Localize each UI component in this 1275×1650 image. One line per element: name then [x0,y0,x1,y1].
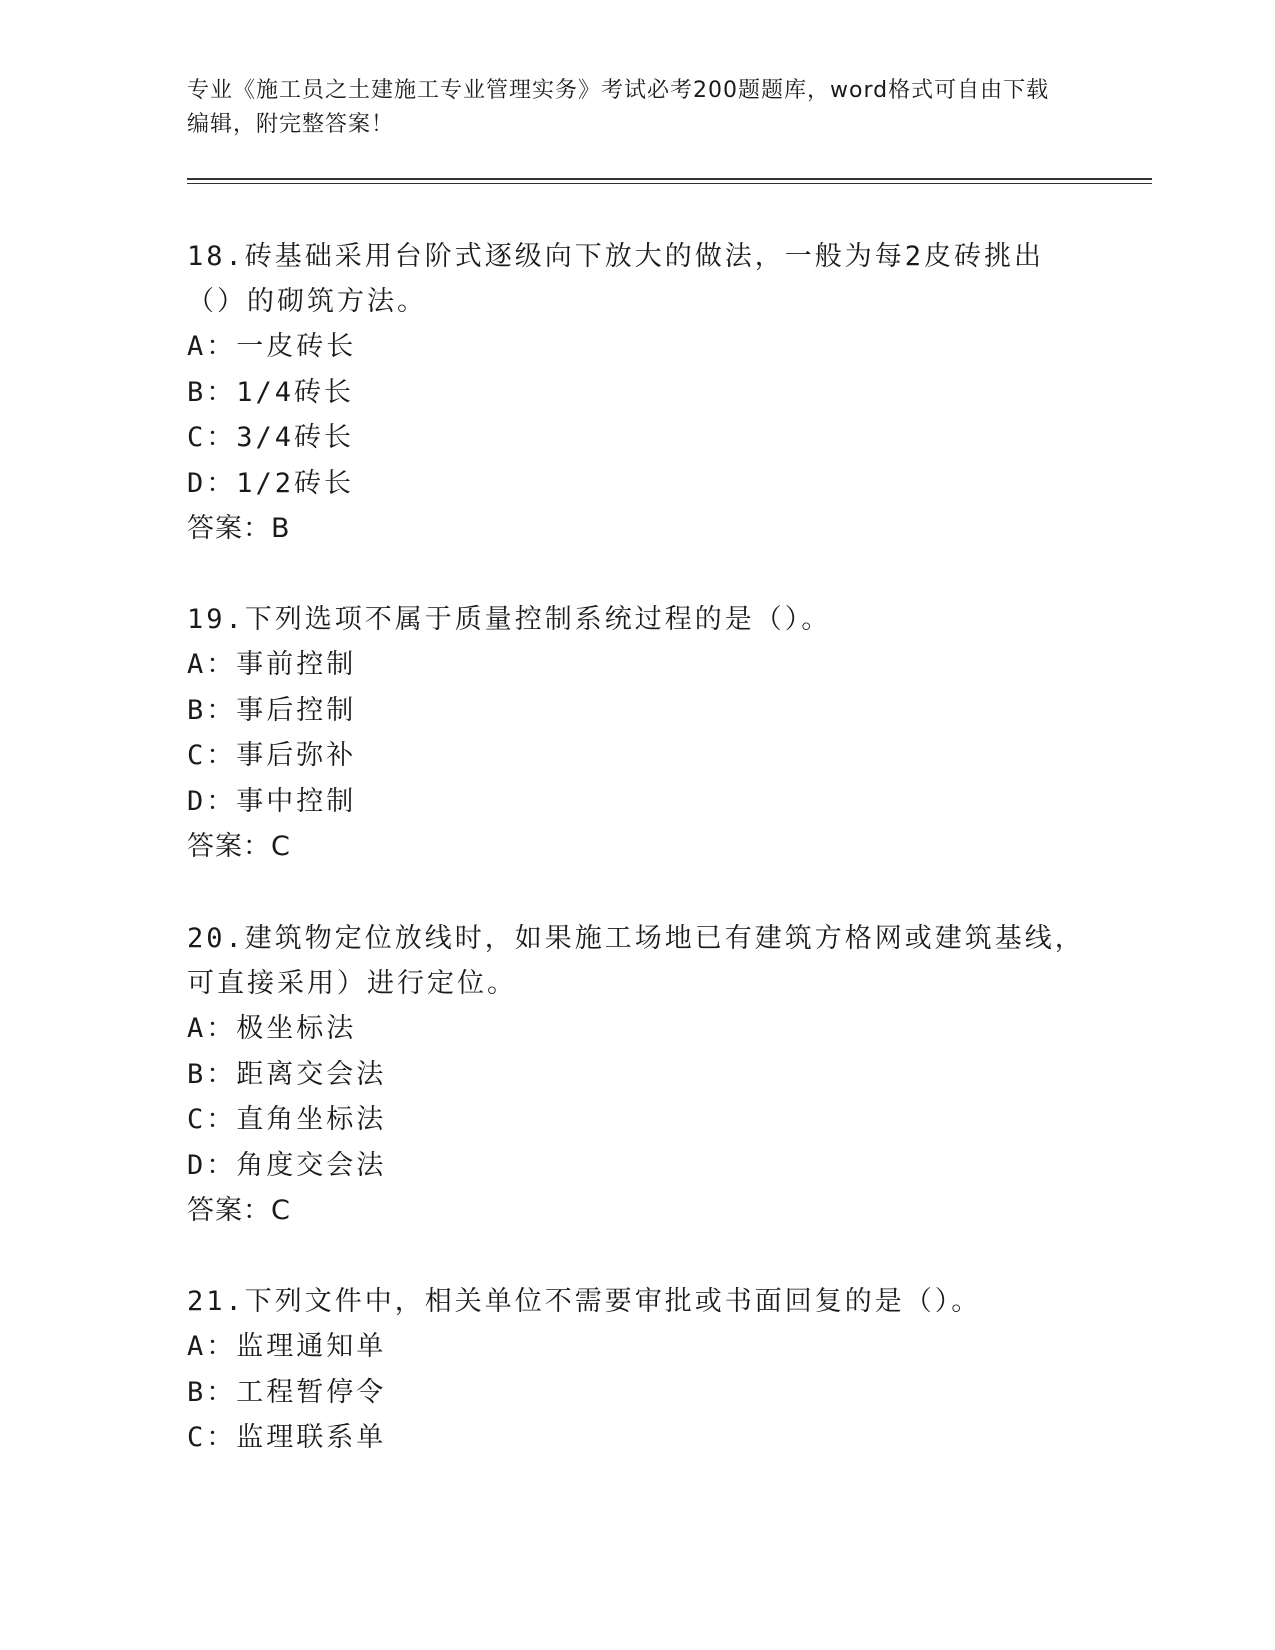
question-stem: 19.下列选项不属于质量控制系统过程的是（）。 [187,604,832,635]
option-d: D：1/2砖长 [187,467,355,499]
option-a: A：极坐标法 [187,1013,357,1044]
question-18 [187,234,1087,551]
option-c: C：3/4砖长 [187,422,355,453]
option-a: A：事前控制 [187,649,357,680]
option-c: C：直角坐标法 [187,1104,387,1135]
header-divider-thick [187,178,1152,180]
option-a: A：一皮砖长 [187,331,357,362]
document-header: 专业《施工员之土建施工专业管理实务》考试必考200题题库，word格式可自由下载编辑，附完整答案！ [187,78,1050,137]
option-a: A：监理通知单 [187,1331,387,1362]
question-21 [187,1279,1087,1461]
question-20 [187,916,1087,1233]
answer: 答案：B [187,513,291,544]
option-b: B：工程暂停令 [187,1376,387,1408]
question-stem: 21.下列文件中，相关单位不需要审批或书面回复的是（）。 [187,1286,982,1317]
question-19 [187,597,1087,869]
option-b: B：距离交会法 [187,1058,387,1090]
option-b: B：1/4砖长 [187,376,355,408]
answer: 答案：C [187,831,291,862]
option-b: B：事后控制 [187,694,357,726]
option-c: C：监理联系单 [187,1422,387,1453]
header-divider-thin [187,183,1152,184]
option-c: C：事后弥补 [187,740,357,771]
option-d: D：角度交会法 [187,1149,387,1181]
option-d: D：事中控制 [187,785,357,817]
question-stem: 20.建筑物定位放线时，如果施工场地已有建筑方格网或建筑基线，可直接采用）进行定位。 [187,923,1085,999]
answer: 答案：C [187,1195,291,1226]
question-stem: 18.砖基础采用台阶式逐级向下放大的做法，一般为每2皮砖挑出（）的砌筑方法。 [187,241,1045,317]
